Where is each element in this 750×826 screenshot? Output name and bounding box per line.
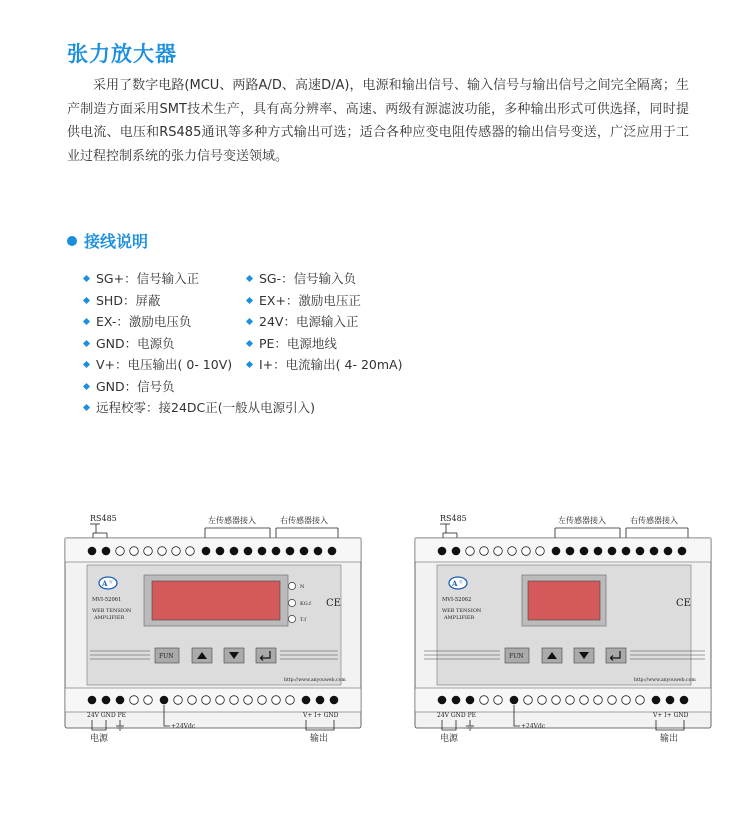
power-pin-labels: 24V GND PE (87, 712, 127, 719)
indicator-tf-led (288, 615, 295, 622)
diamond-bullet-icon (246, 361, 253, 368)
wiring-row (82, 333, 402, 355)
svg-text:A: A (452, 579, 458, 588)
page-title: 张力放大器 (67, 42, 177, 66)
indicator-tf-label: T.f (300, 617, 307, 623)
rs485-label: RS485 (440, 514, 467, 523)
model-number: MVI-52062 (442, 597, 472, 603)
diamond-bullet-icon (246, 275, 253, 282)
up-button[interactable] (192, 648, 212, 663)
diamond-bullet-icon (83, 383, 90, 390)
right-sensor-label: 右传感器接入 (630, 516, 678, 525)
indicator-kgf-led (288, 599, 295, 606)
svg-text:FUN: FUN (509, 653, 524, 660)
svg-text:FUN: FUN (159, 653, 174, 660)
power-label: 电源 (90, 734, 109, 744)
right-sensor-label: 右传感器接入 (280, 516, 328, 525)
website-url: http://www.anyouweb.com (284, 678, 346, 683)
wiring-item: EX+：激励电压正 (245, 290, 361, 312)
wiring-item: SG-：信号输入负 (245, 268, 356, 290)
device-diagram-2 (410, 508, 720, 748)
wiring-row (82, 311, 402, 333)
led-display (152, 581, 280, 620)
section-heading (67, 229, 148, 252)
wiring-item: GND：信号负 (82, 376, 245, 398)
down-button[interactable] (574, 648, 594, 663)
enter-button[interactable] (606, 648, 626, 663)
wiring-row (82, 268, 402, 290)
wiring-list (82, 268, 402, 419)
product-name-line2: AMPLIFIER (94, 615, 125, 621)
power-pin-labels: 24V GND PE (437, 712, 477, 719)
diamond-bullet-icon (83, 340, 90, 347)
wiring-item: V+：电压输出( 0- 10V) (82, 354, 245, 376)
brand-logo (99, 577, 117, 589)
wiring-item: SG+：信号输入正 (82, 268, 245, 290)
wiring-item: 远程校零：接24DC正(一般从电源引入) (82, 397, 315, 419)
brand-logo (449, 577, 467, 589)
output-pin-labels: V+ I+ GND (653, 712, 689, 719)
enter-button[interactable] (256, 648, 276, 663)
down-button[interactable] (224, 648, 244, 663)
power-label: 电源 (440, 734, 459, 744)
remote-zero-label: +24Vdc (171, 723, 196, 730)
output-label: 输出 (310, 734, 329, 744)
diamond-bullet-icon (83, 318, 90, 325)
wiring-item: GND：电源负 (82, 333, 245, 355)
led-display (528, 581, 600, 620)
left-sensor-label: 左传感器接入 (558, 516, 606, 525)
diamond-bullet-icon (83, 361, 90, 368)
left-sensor-label: 左传感器接入 (208, 516, 256, 525)
diamond-bullet-icon (83, 297, 90, 304)
svg-text:安: 安 (459, 580, 463, 584)
rs485-label: RS485 (90, 514, 117, 523)
wiring-item: 24V：电源输入正 (245, 311, 358, 333)
intro-paragraph: 采用了数字电路(MCU、两路A/D、高速D/A)，电源和输出信号、输入信号与输出信号之间完全隔离；生产制造方面采用SMT技术生产，具有高分辨率、高速、两级有源滤波功能，多种输出形式可供选择，同时提供电流、电压和RS485通讯等多种方式输出可选；适合各种应变电阻传感器的输出信号变送，广泛应用于工业过程控制系统的张力信号变送领域。 (67, 78, 689, 164)
diamond-bullet-icon (246, 318, 253, 325)
svg-text:安: 安 (109, 580, 113, 584)
wiring-item: EX-：激励电压负 (82, 311, 245, 333)
diamond-bullet-icon (246, 340, 253, 347)
indicator-n-label: N (300, 584, 305, 590)
ce-mark: CE (676, 598, 691, 609)
indicator-n-led (288, 582, 295, 589)
product-name-line1: WEB TENSION (442, 608, 482, 614)
device-diagram-1 (60, 508, 370, 748)
wiring-row (82, 376, 402, 398)
output-label: 输出 (660, 734, 679, 744)
wiring-item: SHD：屏蔽 (82, 290, 245, 312)
wiring-row (82, 354, 402, 376)
model-number: MVI-52061 (92, 597, 122, 603)
fun-button[interactable] (505, 648, 529, 663)
output-pin-labels: V+ I+ GND (303, 712, 339, 719)
indicator-kgf-label: KG.f (300, 601, 311, 607)
diamond-bullet-icon (246, 297, 253, 304)
fun-button[interactable] (155, 648, 179, 663)
diamond-bullet-icon (83, 275, 90, 282)
section-title: 接线说明 (84, 232, 149, 251)
up-button[interactable] (542, 648, 562, 663)
bullet-icon (67, 236, 77, 246)
ce-mark: CE (326, 598, 341, 609)
wiring-row (82, 290, 402, 312)
svg-text:A: A (102, 579, 108, 588)
wiring-row (82, 397, 402, 419)
product-name-line1: WEB TENSION (92, 608, 132, 614)
wiring-item: PE：电源地线 (245, 333, 337, 355)
website-url: http://www.anyouweb.com (634, 678, 696, 683)
diamond-bullet-icon (83, 404, 90, 411)
wiring-item: I+：电流输出( 4- 20mA) (245, 354, 402, 376)
remote-zero-label: +24Vdc (521, 723, 546, 730)
product-name-line2: AMPLIFIER (444, 615, 475, 621)
